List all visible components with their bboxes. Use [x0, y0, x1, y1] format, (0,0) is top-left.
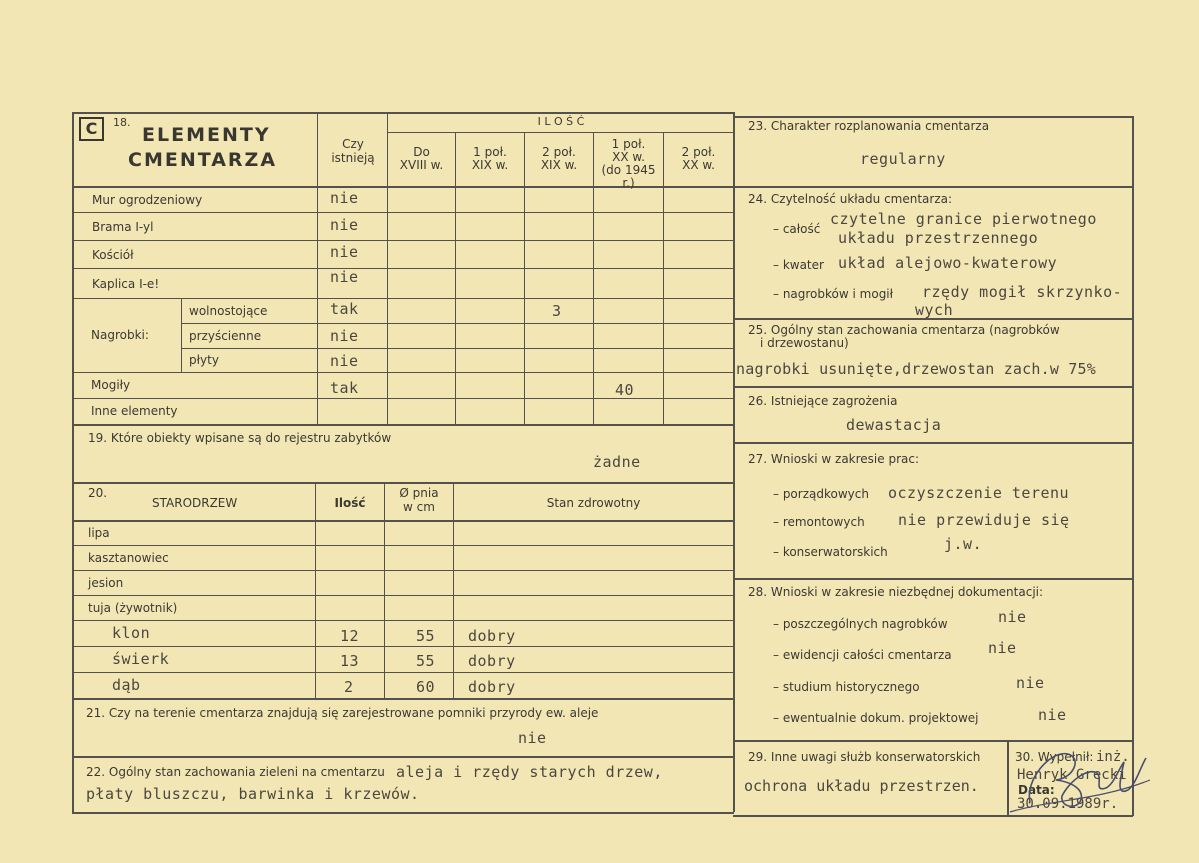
q27-item-label: – remontowych: [773, 515, 865, 529]
q21-value: nie: [518, 729, 547, 747]
grid-line: [72, 646, 734, 647]
q25-label-line2: i drzewostanu): [760, 336, 849, 350]
other-elements-label: Inne elementy: [91, 404, 178, 418]
grid-line: [72, 698, 734, 700]
border-top-right: [733, 116, 1133, 118]
q28-item-label: – ewidencji całości cmentarza: [773, 648, 952, 662]
q30-label: 30. Wypełnił:: [1015, 750, 1094, 764]
q30-name-line1: inż.: [1096, 749, 1130, 765]
tree-health: dobry: [468, 678, 516, 696]
q28-item-value: nie: [988, 639, 1017, 657]
trees-health-header: Stan zdrowotny: [546, 496, 641, 510]
q24-quarters-label: – kwater: [773, 258, 824, 272]
q19-value: żadne: [593, 453, 641, 471]
q25-value: nagrobki usunięte,drzewostan zach.w 75%: [736, 360, 1096, 378]
tree-name: kasztanowiec: [88, 551, 169, 565]
q24-whole-label: – całość: [773, 222, 821, 236]
section-number: 18.: [113, 116, 131, 129]
grid-line: [384, 482, 385, 698]
trees-diameter-header: Ø pnia w cm: [399, 486, 439, 514]
grid-line: [733, 186, 1133, 188]
border-right: [1132, 116, 1134, 816]
q28-item-label: – poszczególnych nagrobków: [773, 617, 948, 631]
graves-label: Mogiły: [91, 378, 131, 392]
element-exists: nie: [330, 216, 359, 234]
q19-label: 19. Które obiekty wpisane są do rejestru zabytków: [88, 431, 392, 445]
tree-count: 13: [340, 652, 360, 670]
q24-quarters-value: układ alejowo-kwaterowy: [838, 254, 1058, 272]
grid-line: [455, 132, 456, 424]
signature-image: [990, 740, 1160, 820]
element-label: Mur ogrodzeniowy: [92, 193, 203, 207]
q25-label-line1: 25. Ogólny stan zachowania cmentarza (nagrobków: [748, 323, 1060, 337]
element-exists: nie: [330, 189, 359, 207]
graves-qty: 40: [615, 381, 635, 399]
q28-item-value: nie: [1038, 706, 1067, 724]
q30-name-line2: Henryk Grecki: [1017, 767, 1127, 783]
tree-diameter: 60: [416, 678, 436, 696]
q27-item-label: – konserwatorskich: [773, 545, 888, 559]
q27-item-value: oczyszczenie terenu: [888, 484, 1070, 502]
form-title-line2: CMENTARZA: [128, 149, 278, 171]
tree-name: jesion: [88, 576, 124, 590]
period-header: 1 poł. XX w. (do 1945 r.): [601, 137, 656, 190]
element-label: Kościół: [92, 248, 134, 262]
q24-label: 24. Czytelność układu cmentarza:: [748, 192, 953, 206]
q28-item-value: nie: [1016, 674, 1045, 692]
grid-line: [72, 268, 734, 269]
q28-item-value: nie: [998, 608, 1027, 626]
gravestones-label: Nagrobki:: [91, 328, 149, 342]
q27-item-value: j.w.: [944, 535, 983, 553]
q29-value: ochrona układu przestrzen.: [744, 777, 979, 795]
grid-line: [72, 620, 734, 621]
period-header: 2 poł. XX w.: [681, 145, 716, 172]
gravestone-exists: nie: [330, 327, 359, 345]
gravestone-type-label: przyścienne: [189, 329, 262, 343]
grid-line: [663, 132, 664, 424]
q21-label: 21. Czy na terenie cmentarza znajdują się zarejestrowane pomniki przyrody ew. aleje: [86, 706, 599, 720]
tree-name: tuja (żywotnik): [88, 601, 178, 615]
period-header: 2 poł. XIX w.: [540, 145, 578, 172]
q28-item-label: – studium historycznego: [773, 680, 920, 694]
q24-whole-value-line1: czytelne granice pierwotnego: [830, 210, 1097, 228]
q30-date-value: 30.09.1989r.: [1017, 796, 1119, 812]
form-title-line1: ELEMENTY: [142, 124, 271, 146]
grid-line: [181, 323, 734, 324]
tree-diameter: 55: [416, 627, 436, 645]
border-bottom-left: [72, 812, 734, 814]
q27-item-label: – porządkowych: [773, 487, 869, 501]
q22-label: 22. Ogólny stan zachowania zieleni na cmentarzu: [86, 765, 385, 779]
grid-line: [524, 132, 525, 424]
gravestone-type-label: płyty: [189, 353, 219, 367]
grid-line: [72, 482, 734, 484]
q24-graves-label: – nagrobków i mogił: [773, 287, 894, 301]
grid-line: [733, 442, 1133, 444]
q24-whole-value-line2: układu przestrzennego: [838, 229, 1039, 247]
grid-line: [453, 482, 454, 698]
grid-line: [181, 298, 182, 372]
grid-line: [72, 672, 734, 673]
period-header: 1 poł. XIX w.: [471, 145, 509, 172]
gravestone-exists: nie: [330, 352, 359, 370]
trees-count-header: Ilość: [334, 496, 366, 510]
gravestone-type-label: wolnostojące: [189, 304, 268, 318]
q27-label: 27. Wnioski w zakresie prac:: [748, 452, 920, 466]
q28-label: 28. Wnioski w zakresie niezbędnej dokumentacji:: [748, 585, 1044, 599]
divider-middle: [733, 112, 735, 812]
grid-line: [72, 595, 734, 596]
grid-line: [315, 482, 316, 698]
q27-item-value: nie przewiduje się: [898, 511, 1070, 529]
tree-name: lipa: [88, 526, 110, 540]
grid-line: [387, 132, 733, 133]
q24-graves-value-line2: wych: [915, 301, 954, 319]
tree-health: dobry: [468, 652, 516, 670]
grid-line: [72, 372, 734, 373]
grid-line: [72, 520, 734, 522]
grid-line: [72, 424, 734, 426]
tree-diameter: 55: [416, 652, 436, 670]
q22-value-line2: płaty bluszczu, barwinka i krzewów.: [86, 785, 420, 803]
tree-health: dobry: [468, 627, 516, 645]
graves-exists: tak: [330, 379, 359, 397]
section-box-letter: C: [79, 117, 104, 141]
trees-title: STARODRZEW: [152, 496, 238, 510]
q22-value-line1: aleja i rzędy starych drzew,: [396, 763, 663, 781]
grid-line: [733, 578, 1133, 580]
grid-line: [72, 545, 734, 546]
q28-item-label: – ewentualnie dokum. projektowej: [773, 711, 979, 725]
grid-line: [181, 348, 734, 349]
quantity-header: I L O Ś Ć: [537, 115, 585, 128]
grid-line: [733, 386, 1133, 388]
q29-label: 29. Inne uwagi służb konserwatorskich: [748, 750, 981, 764]
grid-line: [72, 212, 734, 213]
grid-line: [72, 240, 734, 241]
gravestone-qty: 3: [552, 302, 562, 320]
border-top-left: [72, 112, 734, 114]
grid-line: [72, 398, 734, 399]
tree-count: 2: [344, 678, 354, 696]
tree-name: klon: [112, 624, 151, 642]
grid-line: [72, 756, 734, 758]
q26-value: dewastacja: [846, 416, 942, 434]
tree-count: 12: [340, 627, 360, 645]
period-header: Do XVIII w.: [399, 145, 444, 172]
trees-section-no: 20.: [88, 486, 108, 500]
tree-name: dąb: [112, 676, 141, 694]
q24-graves-value-line1: rzędy mogił skrzynko-: [922, 283, 1123, 301]
element-label: Kaplica I-e!: [92, 277, 160, 291]
q23-value: regularny: [860, 150, 946, 168]
q23-label: 23. Charakter rozplanowania cmentarza: [748, 119, 990, 133]
grid-line: [72, 298, 734, 299]
q30-date-label: Data:: [1018, 783, 1055, 797]
q26-label: 26. Istniejące zagrożenia: [748, 394, 898, 408]
element-exists: nie: [330, 243, 359, 261]
tree-name: świerk: [112, 650, 170, 668]
grid-line: [72, 570, 734, 571]
col-exists-header: Czy istnieją: [331, 137, 375, 165]
border-left: [72, 112, 74, 812]
element-exists: nie: [330, 268, 359, 286]
element-label: Brama I-yl: [92, 220, 154, 234]
gravestone-exists: tak: [330, 300, 359, 318]
